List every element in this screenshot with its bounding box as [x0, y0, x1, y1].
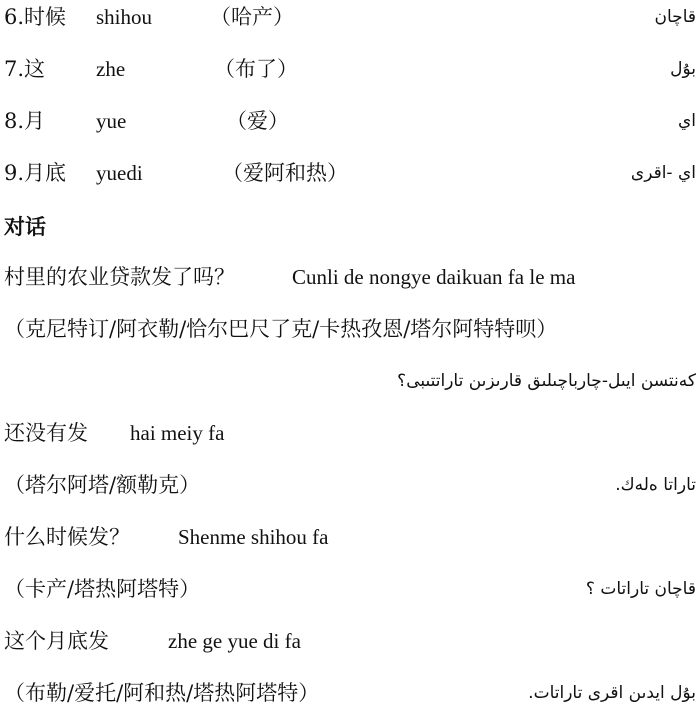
dialogue-pinyin: zhe ge yue di fa [168, 629, 301, 653]
vocab-number-word: 7.这 [4, 57, 46, 81]
vocab-uyghur: بۇل [670, 59, 696, 79]
vocab-number-word: 9.月底 [4, 161, 67, 185]
dialogue-line [0, 520, 700, 554]
dialogue-line [0, 260, 700, 294]
dialogue-line [0, 468, 700, 502]
dialogue-line [0, 364, 700, 398]
dialogue-gloss: （克尼特订/阿衣勒/恰尔巴尺了克/卡热孜恩/塔尔阿特特呗） [4, 317, 558, 341]
dialogue-uyghur: قاچان تاراتات ؟ [585, 579, 696, 599]
dialogue-chinese: 什么时候发？ [4, 525, 130, 549]
vocab-pinyin: zhe [96, 57, 126, 81]
vocab-row [0, 156, 700, 190]
section-heading: 对话 [4, 215, 46, 239]
vocab-pinyin: shihou [96, 5, 153, 29]
vocab-row [0, 0, 700, 34]
vocab-uyghur: قاچان [654, 7, 696, 27]
dialogue-line [0, 624, 700, 658]
vocab-row [0, 52, 700, 86]
dialogue-uyghur: تاراتا ەلەك. [615, 475, 696, 495]
vocab-gloss: （爱） [226, 109, 289, 133]
vocab-number-word: 8.月 [4, 109, 46, 133]
dialogue-gloss: （布勒/爱托/阿和热/塔热阿塔特） [4, 681, 320, 705]
vocab-pinyin: yue [96, 109, 127, 133]
vocab-row [0, 104, 700, 138]
vocab-uyghur: اي [677, 111, 696, 131]
vocab-number-word: 6.时候 [4, 5, 67, 29]
vocab-gloss: （布了） [214, 57, 298, 81]
dialogue-pinyin: Shenme shihou fa [178, 525, 329, 549]
dialogue-gloss: （卡产/塔热阿塔特） [4, 577, 201, 601]
dialogue-line [0, 416, 700, 450]
dialogue-pinyin: hai meiy fa [130, 421, 225, 445]
dialogue-section [0, 210, 700, 244]
dialogue-line [0, 676, 700, 710]
dialogue-chinese: 这个月底发 [4, 629, 109, 653]
vocab-pinyin: yuedi [96, 161, 143, 185]
vocab-uyghur: اي -اقرى [630, 163, 696, 183]
dialogue-chinese: 村里的农业贷款发了吗？ [4, 265, 235, 289]
dialogue-uyghur: بۇل ايدىن اقرى تاراتات. [528, 683, 696, 703]
vocab-gloss: （哈产） [210, 5, 294, 29]
dialogue-pinyin: Cunli de nongye daikuan fa le ma [292, 265, 576, 289]
dialogue-line [0, 572, 700, 606]
dialogue-uyghur: كەنتسن ايىل-چارباچىلىق قارىزىن تاراتتىبى؟ [397, 371, 696, 391]
dialogue-line [0, 312, 700, 346]
vocab-gloss: （爱阿和热） [222, 161, 348, 185]
dialogue-gloss: （塔尔阿塔/额勒克） [4, 473, 201, 497]
dialogue-chinese: 还没有发 [4, 421, 88, 445]
